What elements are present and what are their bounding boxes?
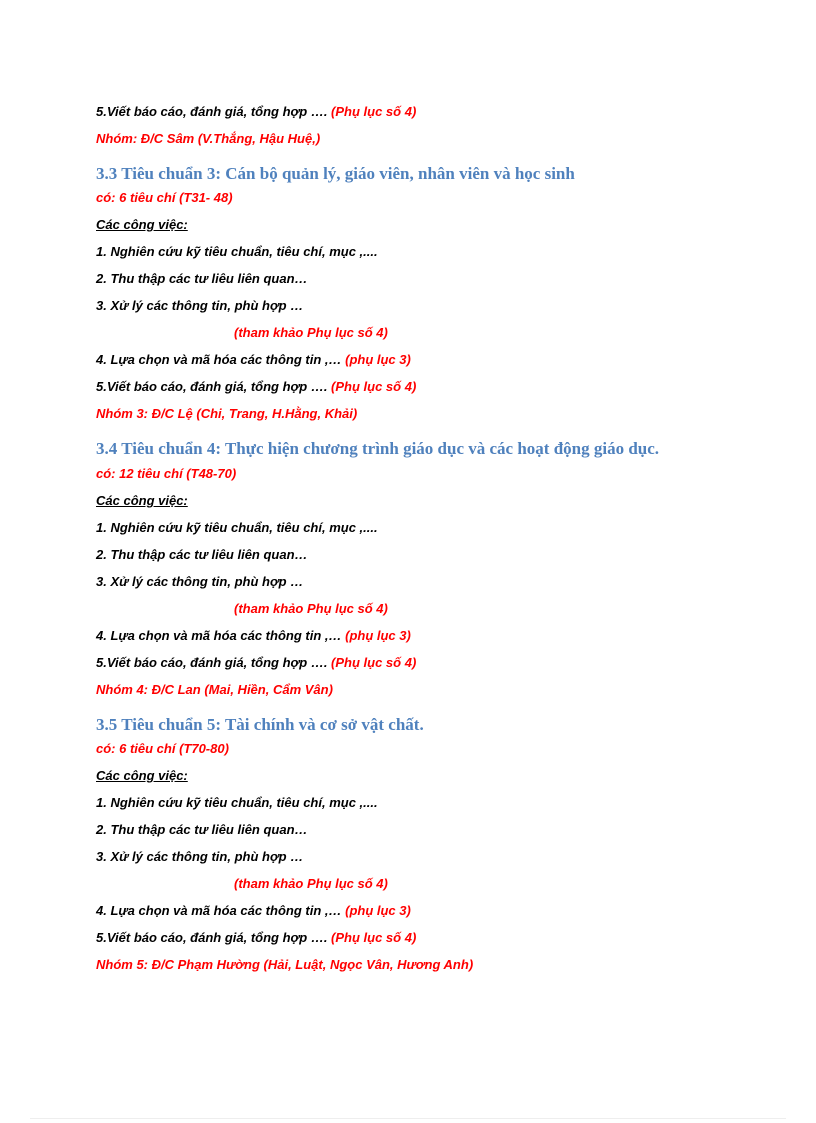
task-4-line: 4. Lựa chọn và mã hóa các thông tin ,… (phụ lục 3)	[96, 628, 411, 643]
task-2-line: 2. Thu thập các tư liêu liên quan…	[96, 271, 308, 286]
task-1-line: 1. Nghiên cứu kỹ tiêu chuẩn, tiêu chí, mục ,....	[96, 520, 378, 535]
task-3-line: 3. Xử lý các thông tin, phù hợp …	[96, 298, 304, 313]
task-5-line: 5.Viết báo cáo, đánh giá, tổng hợp …. (Phụ lục số 4)	[96, 655, 417, 670]
section-heading: 3.4 Tiêu chuẩn 4: Thực hiện chương trình giáo dục và các hoạt động giáo dục.	[96, 439, 660, 458]
task-5-line: 5.Viết báo cáo, đánh giá, tổng hợp …. (Phụ lục số 4)	[96, 930, 417, 945]
section-heading: 3.3 Tiêu chuẩn 3: Cán bộ quản lý, giáo viên, nhân viên và học sinh	[96, 164, 575, 183]
group-line: Nhóm 4: Đ/C Lan (Mai, Hiền, Cẩm Vân)	[96, 682, 333, 697]
work-label: Các công việc:	[96, 217, 188, 232]
task-1-line: 1. Nghiên cứu kỹ tiêu chuẩn, tiêu chí, mục ,....	[96, 795, 378, 810]
task-2-line: 2. Thu thập các tư liêu liên quan…	[96, 547, 308, 562]
task-3-line: 3. Xử lý các thông tin, phù hợp …	[96, 849, 304, 864]
task-2-line: 2. Thu thập các tư liêu liên quan…	[96, 822, 308, 837]
group-line: Nhóm 5: Đ/C Phạm Hường (Hải, Luật, Ngọc Vân, Hương Anh)	[96, 957, 474, 972]
criteria-line: có: 12 tiêu chí (T48-70)	[96, 466, 237, 481]
task-1-line: 1. Nghiên cứu kỹ tiêu chuẩn, tiêu chí, mục ,....	[96, 244, 378, 259]
section-heading: 3.5 Tiêu chuẩn 5: Tài chính và cơ sở vật chất.	[96, 715, 424, 734]
reference-note: (tham khảo Phụ lục số 4)	[234, 601, 388, 616]
task-5-line: 5.Viết báo cáo, đánh giá, tổng hợp …. (Phụ lục số 4)	[96, 104, 417, 119]
task-3-line: 3. Xử lý các thông tin, phù hợp …	[96, 574, 304, 589]
reference-note: (tham khảo Phụ lục số 4)	[234, 876, 388, 891]
criteria-line: có: 6 tiêu chí (T31- 48)	[96, 190, 233, 205]
task-5-line: 5.Viết báo cáo, đánh giá, tổng hợp …. (Phụ lục số 4)	[96, 379, 417, 394]
work-label: Các công việc:	[96, 493, 188, 508]
task-4-line: 4. Lựa chọn và mã hóa các thông tin ,… (phụ lục 3)	[96, 903, 411, 918]
group-line: Nhóm: Đ/C Sâm (V.Thắng, Hậu Huệ,)	[96, 131, 321, 146]
work-label: Các công việc:	[96, 768, 188, 783]
criteria-line: có: 6 tiêu chí (T70-80)	[96, 741, 229, 756]
reference-note: (tham khảo Phụ lục số 4)	[234, 325, 388, 340]
page-bottom-edge	[30, 1118, 786, 1119]
group-line: Nhóm 3: Đ/C Lệ (Chi, Trang, H.Hằng, Khải)	[96, 406, 358, 421]
task-4-line: 4. Lựa chọn và mã hóa các thông tin ,… (phụ lục 3)	[96, 352, 411, 367]
